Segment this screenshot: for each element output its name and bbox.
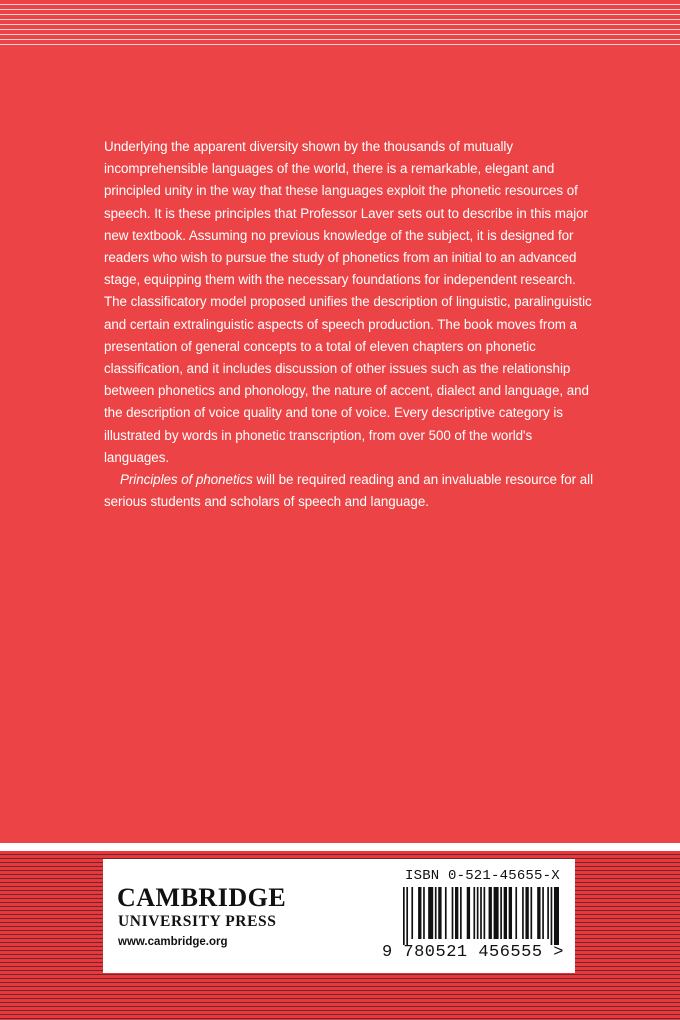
barcode-bar: [525, 887, 528, 939]
barcode-bar: [473, 887, 475, 939]
barcode-bar: [423, 887, 425, 939]
barcode-bar: [489, 887, 492, 939]
barcode-bar: [406, 887, 408, 945]
barcode-bar: [484, 887, 486, 939]
blurb-paragraph-2-text: will be required reading and an invaluable resource for all serious students and scholars of speech and language.: [104, 472, 593, 510]
back-cover-blurb: [104, 136, 600, 513]
barcode-bar: [500, 887, 502, 939]
barcode-bar: [494, 887, 499, 939]
blurb-paragraph-2: [104, 469, 600, 513]
barcode-bar: [515, 887, 517, 939]
barcode-bar: [551, 887, 553, 945]
barcode-bar: [509, 887, 512, 939]
barcode-bar: [530, 887, 532, 939]
white-divider-band: [0, 843, 680, 851]
barcode-bar: [542, 887, 544, 939]
barcode-bar: [477, 887, 479, 939]
barcode-bar: [403, 887, 405, 945]
barcode-bar: [554, 887, 559, 945]
book-title-italic: Principles of phonetics: [120, 472, 253, 488]
barcode-bar: [480, 887, 482, 939]
barcode-bar: [452, 887, 454, 939]
barcode-bar: [537, 887, 540, 939]
isbn-label: ISBN 0-521-45655-X: [405, 868, 560, 884]
top-stripe-band: [0, 0, 680, 47]
barcode-bar: [435, 887, 437, 939]
publisher-panel: [103, 859, 575, 973]
publisher-logo-name: CAMBRIDGE: [117, 883, 287, 912]
barcode-bar: [504, 887, 507, 939]
barcode-bar: [445, 887, 447, 939]
barcode-bar: [467, 887, 470, 939]
barcode-bar: [460, 887, 462, 939]
barcode-bar: [428, 887, 433, 939]
barcode-bar: [438, 887, 441, 939]
barcode-bar: [455, 887, 458, 939]
barcode-bar: [411, 887, 413, 939]
barcode-bar: [547, 887, 549, 939]
barcode-icon: [403, 887, 559, 945]
barcode-bar: [418, 887, 421, 939]
publisher-logo-subname: UNIVERSITY PRESS: [118, 913, 277, 930]
publisher-url: www.cambridge.org: [118, 936, 228, 948]
blurb-paragraph-1: Underlying the apparent diversity shown by the thousands of mutually incomprehensible languages of the world, there is a remarkable, elegant and principled unity in the way that these languages exploit the phonetic resources of speech. It is these principles that Professor Laver sets out to describe in this major new textbook. Assuming no previous knowledge of the subject, it is designed for readers who wish to pursue the study of phonetics from an initial to an advanced stage, equipping them with the necessary foundations for independent research. The classificatory model proposed unifies the description of linguistic, paralinguistic and certain extralinguistic aspects of speech production. The book moves from a presentation of general concepts to a total of eleven chapters on phonetic classification, and it includes discussion of other issues such as the relationship between phonetics and phonology, the nature of accent, dialect and language, and the description of voice quality and tone of voice. Every descriptive category is illustrated by words in phonetic transcription, from over 500 of the world's languages.: [104, 139, 592, 465]
barcode-bar: [522, 887, 524, 939]
barcode-digits: 9 780521 456555 >: [382, 943, 564, 962]
